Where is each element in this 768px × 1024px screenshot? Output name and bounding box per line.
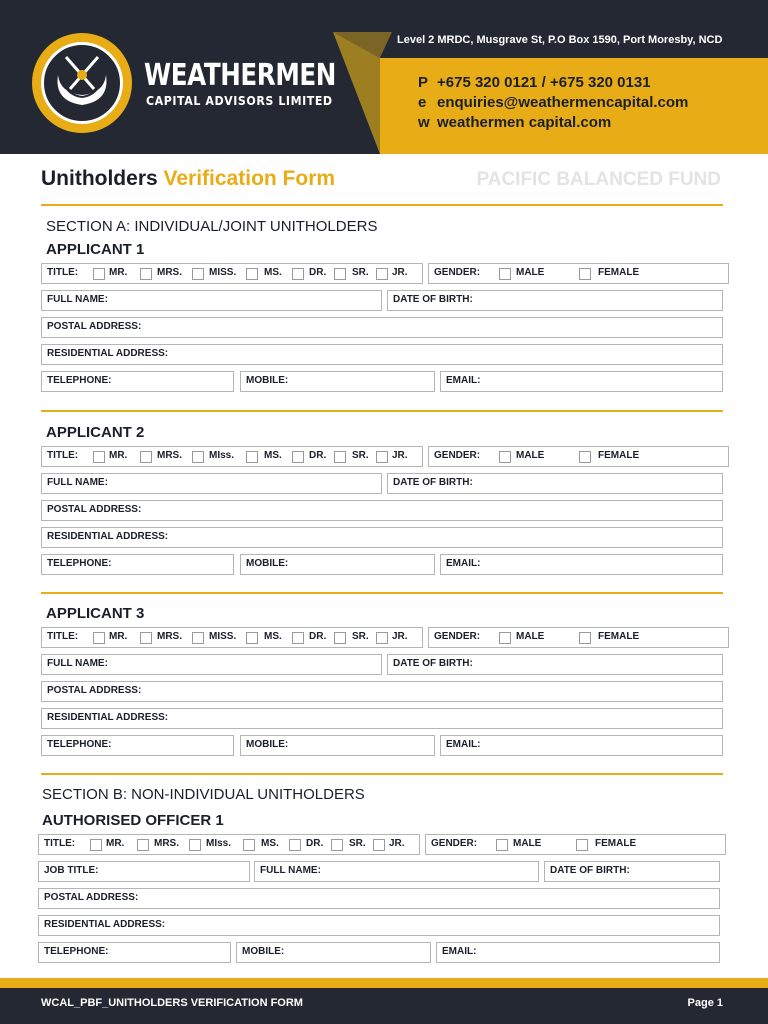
applicant-3-mobile-field[interactable] <box>240 735 435 756</box>
applicant-3-title-checkbox[interactable] <box>93 632 105 644</box>
applicant-1-postal-address-field[interactable] <box>41 317 723 338</box>
officer-1-title-checkbox[interactable] <box>373 839 385 851</box>
officer-1-title-checkbox[interactable] <box>189 839 201 851</box>
section-a-heading: SECTION A: INDIVIDUAL/JOINT UNITHOLDERS <box>46 218 378 235</box>
officer-1-title-checkbox[interactable] <box>331 839 343 851</box>
applicant-3-dob-field[interactable] <box>387 654 723 675</box>
web-address[interactable]: weathermen capital.com <box>437 114 612 131</box>
boar-tusk-icon <box>44 45 120 121</box>
applicant-1-gender-option: MALE <box>516 267 545 278</box>
footer-band <box>0 978 768 988</box>
officer-1-mobile-field-label: MOBILE: <box>242 946 285 957</box>
officer-1-residential-address-field-label: RESIDENTIAL ADDRESS: <box>44 919 166 930</box>
applicant-2-gender-option: MALE <box>516 450 545 461</box>
applicant-3-title-checkbox[interactable] <box>246 632 258 644</box>
form-title-main: Unitholders <box>41 167 158 190</box>
applicant-3-title-checkbox[interactable] <box>192 632 204 644</box>
applicant-3-telephone-field-label: TELEPHONE: <box>47 739 112 750</box>
applicant-2-email-field[interactable] <box>440 554 723 575</box>
applicant-1-title-checkbox[interactable] <box>334 268 346 280</box>
phone-key: P <box>418 74 429 91</box>
form-code: WCAL_PBF_UNITHOLDERS VERIFICATION FORM <box>41 997 303 1009</box>
applicant-1-title-option: MRS. <box>157 267 182 278</box>
applicant-3-residential-address-field-label: RESIDENTIAL ADDRESS: <box>47 712 169 723</box>
officer-1-gender-option: MALE <box>513 838 542 849</box>
applicant-3-gender-checkbox[interactable] <box>499 632 511 644</box>
officer-1-title-checkbox[interactable] <box>90 839 102 851</box>
officer-1-job-title-field[interactable] <box>38 861 250 882</box>
applicant-3-email-field[interactable] <box>440 735 723 756</box>
applicant-3-title-option: MRS. <box>157 631 182 642</box>
applicant-1-postal-address-field-label: POSTAL ADDRESS: <box>47 321 142 332</box>
section-b-heading: SECTION B: NON-INDIVIDUAL UNITHOLDERS <box>42 786 365 803</box>
applicant-1-title-checkbox[interactable] <box>140 268 152 280</box>
applicant-2-title-option: DR. <box>309 450 327 461</box>
applicant-3-title-option: MR. <box>109 631 128 642</box>
applicant-3-full-name-field[interactable] <box>41 654 382 675</box>
applicant-3-postal-address-field-label: POSTAL ADDRESS: <box>47 685 142 696</box>
applicant-3-title-option: MS. <box>264 631 282 642</box>
applicant-1-full-name-field[interactable] <box>41 290 382 311</box>
applicant-1-title-checkbox[interactable] <box>292 268 304 280</box>
officer-1-title-option: SR. <box>349 838 366 849</box>
officer-1-title-option: MS. <box>261 838 279 849</box>
applicant-2-title-option: JR. <box>392 450 408 461</box>
applicant-1-title-option: MS. <box>264 267 282 278</box>
applicant-3-full-name-field-label: FULL NAME: <box>47 658 108 669</box>
applicant-2-gender-field[interactable] <box>428 446 729 467</box>
applicant-2-email-field-label: EMAIL: <box>446 558 481 569</box>
applicant-2-residential-address-field-label: RESIDENTIAL ADDRESS: <box>47 531 169 542</box>
applicant-2-heading: APPLICANT 2 <box>46 424 145 441</box>
applicant-1-dob-field[interactable] <box>387 290 723 311</box>
officer-1-full-name-field-label: FULL NAME: <box>260 865 321 876</box>
fund-name: PACIFIC BALANCED FUND <box>476 169 721 190</box>
officer-1-email-field-label: EMAIL: <box>442 946 477 957</box>
officer-1-title-field[interactable] <box>38 834 420 855</box>
applicant-1-title-option: JR. <box>392 267 408 278</box>
applicant-1-full-name-field-label: FULL NAME: <box>47 294 108 305</box>
applicant-3-gender-field-label: GENDER: <box>434 631 481 642</box>
applicant-3-telephone-field[interactable] <box>41 735 234 756</box>
applicant-3-postal-address-field[interactable] <box>41 681 723 702</box>
applicant-1-residential-address-field-label: RESIDENTIAL ADDRESS: <box>47 348 169 359</box>
applicant-1-email-field-label: EMAIL: <box>446 375 481 386</box>
officer-1-gender-field[interactable] <box>425 834 726 855</box>
applicant-3-mobile-field-label: MOBILE: <box>246 739 289 750</box>
company-address: Level 2 MRDC, Musgrave St, P.O Box 1590, Port Moresby, NCD <box>397 34 723 46</box>
applicant-1-title-option: MISS. <box>209 267 237 278</box>
applicant-2-gender-checkbox[interactable] <box>579 451 591 463</box>
applicant-1-gender-checkbox[interactable] <box>579 268 591 280</box>
applicant-2-telephone-field[interactable] <box>41 554 234 575</box>
applicant-1-title-checkbox[interactable] <box>376 268 388 280</box>
officer-1-gender-checkbox[interactable] <box>496 839 508 851</box>
officer-1-gender-option: FEMALE <box>595 838 637 849</box>
applicant-1-title-checkbox[interactable] <box>192 268 204 280</box>
applicant-2-title-field[interactable] <box>41 446 423 467</box>
applicant-1-mobile-field[interactable] <box>240 371 435 392</box>
applicant-2-gender-option: FEMALE <box>598 450 640 461</box>
applicant-1-email-field[interactable] <box>440 371 723 392</box>
applicant-2-full-name-field[interactable] <box>41 473 382 494</box>
web-row <box>418 114 611 131</box>
officer-1-dob-field-label: DATE OF BIRTH: <box>550 865 630 876</box>
applicant-1-title-option: SR. <box>352 267 369 278</box>
applicant-3-gender-checkbox[interactable] <box>579 632 591 644</box>
applicant-1-gender-field-label: GENDER: <box>434 267 481 278</box>
applicant-1-residential-address-field[interactable] <box>41 344 723 365</box>
divider <box>41 204 723 206</box>
officer-1-email-field[interactable] <box>436 942 720 963</box>
divider <box>41 410 723 412</box>
web-key: w <box>418 114 430 131</box>
officer-1-dob-field[interactable] <box>544 861 720 882</box>
applicant-3-title-checkbox[interactable] <box>292 632 304 644</box>
applicant-3-title-checkbox[interactable] <box>376 632 388 644</box>
company-logo <box>32 33 132 133</box>
form-title <box>41 167 335 191</box>
officer-1-full-name-field[interactable] <box>254 861 539 882</box>
applicant-2-title-checkbox[interactable] <box>376 451 388 463</box>
phone-row <box>418 74 651 91</box>
page-footer <box>0 988 768 1024</box>
officer-1-postal-address-field-label: POSTAL ADDRESS: <box>44 892 139 903</box>
applicant-2-dob-field-label: DATE OF BIRTH: <box>393 477 473 488</box>
officer-1-title-option: MR. <box>106 838 125 849</box>
applicant-3-title-field-label: TITLE: <box>47 631 79 642</box>
applicant-2-title-checkbox[interactable] <box>93 451 105 463</box>
applicant-2-title-option: MS. <box>264 450 282 461</box>
email-address[interactable]: enquiries@weathermencapital.com <box>437 94 689 111</box>
applicant-1-title-field-label: TITLE: <box>47 267 79 278</box>
applicant-2-title-checkbox[interactable] <box>292 451 304 463</box>
officer-1-title-field-label: TITLE: <box>44 838 76 849</box>
applicant-1-title-option: MR. <box>109 267 128 278</box>
applicant-2-telephone-field-label: TELEPHONE: <box>47 558 112 569</box>
officer-1-gender-field-label: GENDER: <box>431 838 478 849</box>
applicant-2-title-checkbox[interactable] <box>140 451 152 463</box>
applicant-2-title-option: MR. <box>109 450 128 461</box>
applicant-2-title-checkbox[interactable] <box>334 451 346 463</box>
applicant-1-title-field[interactable] <box>41 263 423 284</box>
applicant-2-title-checkbox[interactable] <box>192 451 204 463</box>
applicant-2-title-option: MRS. <box>157 450 182 461</box>
applicant-3-heading: APPLICANT 3 <box>46 605 145 622</box>
applicant-2-postal-address-field-label: POSTAL ADDRESS: <box>47 504 142 515</box>
officer-1-title-checkbox[interactable] <box>289 839 301 851</box>
applicant-1-title-checkbox[interactable] <box>246 268 258 280</box>
email-row <box>418 94 688 111</box>
officer-1-title-checkbox[interactable] <box>137 839 149 851</box>
officer-heading: AUTHORISED OFFICER 1 <box>42 812 224 829</box>
applicant-1-gender-option: FEMALE <box>598 267 640 278</box>
divider <box>41 773 723 775</box>
applicant-3-title-checkbox[interactable] <box>140 632 152 644</box>
applicant-1-gender-field[interactable] <box>428 263 729 284</box>
applicant-2-title-field-label: TITLE: <box>47 450 79 461</box>
applicant-3-gender-option: MALE <box>516 631 545 642</box>
email-key: e <box>418 94 427 111</box>
brand-subtitle: CAPITAL ADVISORS LIMITED <box>146 94 333 108</box>
applicant-2-mobile-field[interactable] <box>240 554 435 575</box>
applicant-3-title-option: SR. <box>352 631 369 642</box>
letterhead <box>0 0 768 154</box>
phone-number[interactable]: +675 320 0121 / +675 320 0131 <box>437 74 651 91</box>
officer-1-postal-address-field[interactable] <box>38 888 720 909</box>
applicant-2-title-option: MIss. <box>209 450 235 461</box>
applicant-1-dob-field-label: DATE OF BIRTH: <box>393 294 473 305</box>
officer-1-gender-checkbox[interactable] <box>576 839 588 851</box>
applicant-2-title-checkbox[interactable] <box>246 451 258 463</box>
officer-1-title-option: MIss. <box>206 838 232 849</box>
applicant-2-mobile-field-label: MOBILE: <box>246 558 289 569</box>
officer-1-mobile-field[interactable] <box>236 942 431 963</box>
applicant-2-gender-field-label: GENDER: <box>434 450 481 461</box>
applicant-3-dob-field-label: DATE OF BIRTH: <box>393 658 473 669</box>
applicant-1-telephone-field-label: TELEPHONE: <box>47 375 112 386</box>
applicant-1-gender-checkbox[interactable] <box>499 268 511 280</box>
officer-1-job-title-field-label: JOB TITLE: <box>44 865 99 876</box>
officer-1-title-checkbox[interactable] <box>243 839 255 851</box>
applicant-1-telephone-field[interactable] <box>41 371 234 392</box>
applicant-3-gender-option: FEMALE <box>598 631 640 642</box>
page-number: Page 1 <box>687 997 723 1009</box>
applicant-1-heading: APPLICANT 1 <box>46 241 145 258</box>
divider <box>41 592 723 594</box>
applicant-2-title-option: SR. <box>352 450 369 461</box>
applicant-3-title-option: MISS. <box>209 631 237 642</box>
applicant-3-title-checkbox[interactable] <box>334 632 346 644</box>
officer-1-residential-address-field[interactable] <box>38 915 720 936</box>
form-title-accent: Verification Form <box>163 167 336 190</box>
officer-1-title-option: MRS. <box>154 838 179 849</box>
applicant-2-dob-field[interactable] <box>387 473 723 494</box>
applicant-3-email-field-label: EMAIL: <box>446 739 481 750</box>
applicant-3-title-option: DR. <box>309 631 327 642</box>
applicant-1-title-option: DR. <box>309 267 327 278</box>
brand-name: WEATHERMEN <box>144 58 336 93</box>
applicant-1-mobile-field-label: MOBILE: <box>246 375 289 386</box>
officer-1-title-option: JR. <box>389 838 405 849</box>
applicant-2-postal-address-field[interactable] <box>41 500 723 521</box>
applicant-2-gender-checkbox[interactable] <box>499 451 511 463</box>
applicant-3-title-field[interactable] <box>41 627 423 648</box>
officer-1-telephone-field-label: TELEPHONE: <box>44 946 109 957</box>
applicant-3-residential-address-field[interactable] <box>41 708 723 729</box>
applicant-3-title-option: JR. <box>392 631 408 642</box>
officer-1-title-option: DR. <box>306 838 324 849</box>
applicant-3-gender-field[interactable] <box>428 627 729 648</box>
applicant-2-full-name-field-label: FULL NAME: <box>47 477 108 488</box>
officer-1-telephone-field[interactable] <box>38 942 231 963</box>
applicant-2-residential-address-field[interactable] <box>41 527 723 548</box>
applicant-1-title-checkbox[interactable] <box>93 268 105 280</box>
